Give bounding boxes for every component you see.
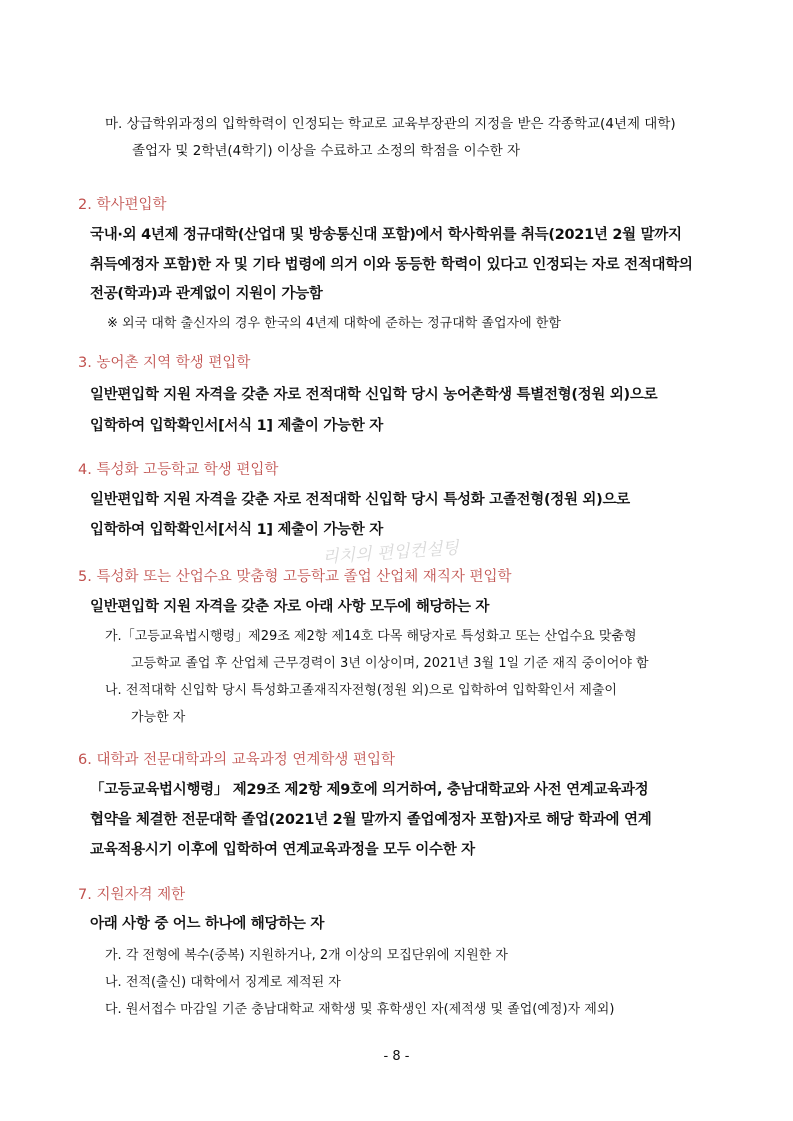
section-4-title: 4. 특성화 고등학교 학생 편입학 (78, 462, 279, 478)
section-3-body-line1: 일반편입학 지원 자격을 갖춘 자로 전적대학 신입학 당시 농어촌학생 특별전형(정원 외)으로 (90, 387, 658, 403)
item-ma-line2: 졸업자 및 2학년(4학기) 이상을 수료하고 소정의 학점을 이수한 자 (132, 143, 521, 159)
section-6-title: 6. 대학과 전문대학과의 교육과정 연계학생 편입학 (78, 752, 396, 768)
section-7-lead: 아래 사항 중 어느 하나에 해당하는 자 (90, 916, 325, 932)
watermark: 리치의 편입컨설팅 (321, 538, 460, 568)
section-7-item-da: 다. 원서접수 마감일 기준 충남대학교 재학생 및 휴학생인 자(제적생 및 졸업(예정)자 제외) (105, 1002, 615, 1017)
item-ma-line1: 마. 상급학위과정의 입학학력이 인정되는 학교로 교육부장관의 지정을 받은 각종학교(4년제 대학) (105, 116, 676, 132)
section-5-lead: 일반편입학 지원 자격을 갖춘 자로 아래 사항 모두에 해당하는 자 (90, 599, 490, 615)
section-3-body-line2: 입학하여 입학확인서[서식 1] 제출이 가능한 자 (90, 418, 383, 434)
section-5-item-na-line2: 가능한 자 (131, 710, 186, 725)
section-7-item-na: 나. 전적(출신) 대학에서 징계로 제적된 자 (105, 975, 341, 990)
section-4-body-line2: 입학하여 입학확인서[서식 1] 제출이 가능한 자 (90, 522, 383, 538)
section-7-item-ga: 가. 각 전형에 복수(중복) 지원하거나, 2개 이상의 모집단위에 지원한 자 (105, 948, 508, 963)
section-2-body-line3: 전공(학과)과 관계없이 지원이 가능함 (90, 286, 323, 302)
section-5-title: 5. 특성화 또는 산업수요 맞춤형 고등학교 졸업 산업체 재직자 편입학 (78, 569, 512, 585)
section-6-body-line3: 교육적용시기 이후에 입학하여 연계교육과정을 모두 이수한 자 (90, 842, 475, 858)
section-2-body-line2: 취득예정자 포함)한 자 및 기타 법령에 의거 이와 동등한 학력이 있다고 인정되는 자로 전적대학의 (90, 257, 693, 273)
section-6-body-line1: 「고등교육법시행령」 제29조 제2항 제9호에 의거하여, 충남대학교와 사전 연계교육과정 (90, 782, 649, 798)
section-5-item-ga-line1: 가.「고등교육법시행령」제29조 제2항 제14호 다목 해당자로 특성화고 또는 산업수요 맞춤형 (105, 629, 637, 644)
section-7-title: 7. 지원자격 제한 (78, 887, 186, 903)
section-5-item-ga-line2: 고등학교 졸업 후 산업체 근무경력이 3년 이상이며, 2021년 3월 1일 기준 재직 중이어야 함 (131, 656, 649, 671)
section-5-item-na-line1: 나. 전적대학 신입학 당시 특성화고졸재직자전형(정원 외)으로 입학하여 입학확인서 제출이 (105, 683, 617, 698)
section-2-title: 2. 학사편입학 (78, 197, 167, 213)
section-4-body-line1: 일반편입학 지원 자격을 갖춘 자로 전적대학 신입학 당시 특성화 고졸전형(정원 외)으로 (90, 492, 630, 508)
section-2-body-line1: 국내·외 4년제 정규대학(산업대 및 방송통신대 포함)에서 학사학위를 취득(2021년 2월 말까지 (90, 227, 682, 243)
section-6-body-line2: 협약을 체결한 전문대학 졸업(2021년 2월 말까지 졸업예정자 포함)자로 해당 학과에 연계 (90, 812, 652, 828)
section-3-title: 3. 농어촌 지역 학생 편입학 (78, 355, 251, 371)
page-number: - 8 - (383, 1049, 410, 1064)
section-2-note: ※ 외국 대학 출신자의 경우 한국의 4년제 대학에 준하는 정규대학 졸업자에 한함 (107, 316, 561, 331)
